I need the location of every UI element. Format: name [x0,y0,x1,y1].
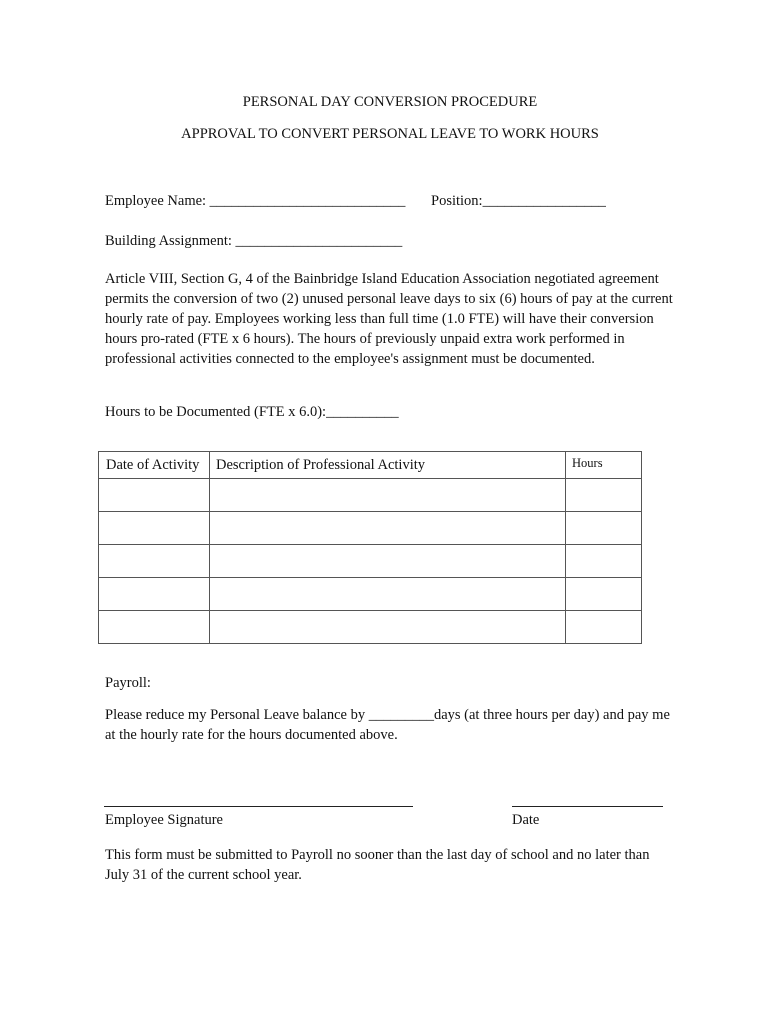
table-row [99,479,642,512]
payroll-label: Payroll: [105,675,151,691]
description-cell[interactable] [210,545,566,578]
hours-cell[interactable] [566,611,642,644]
date-cell[interactable] [99,512,210,545]
form-subtitle: APPROVAL TO CONVERT PERSONAL LEAVE TO WORK HOURS [181,126,599,142]
hours-cell[interactable] [566,512,642,545]
column-header-description: Description of Professional Activity [210,452,566,479]
form-title: PERSONAL DAY CONVERSION PROCEDURE [242,94,538,110]
date-cell[interactable] [99,479,210,512]
article-paragraph: Article VIII, Section G, 4 of the Bainbridge Island Education Association negotiated agreement permits the conversion of two (2) unused personal leave days to six (6) hours of pay at the current hourly rate of pay. Employees working less than full time (1.0 FTE) will have their conversion hours pro-rated (FTE x 6 hours). The hours of previously unpaid extra work performed in professional activities connected to the employee's assignment must be documented. [105,271,673,367]
hours-cell[interactable] [566,479,642,512]
table-row [99,512,642,545]
description-cell[interactable] [210,611,566,644]
payroll-instruction: Please reduce my Personal Leave balance by _________days (at three hours per day) and pay me at the hourly rate for the hours documented above. [105,707,670,743]
date-signature-line[interactable] [512,806,663,807]
table-row [99,611,642,644]
employee-signature-label: Employee Signature [105,812,223,828]
date-cell[interactable] [99,545,210,578]
column-header-date: Date of Activity [99,452,210,479]
date-cell[interactable] [99,611,210,644]
description-cell[interactable] [210,512,566,545]
activity-table [98,451,642,644]
table-header-row [99,452,642,479]
hours-cell[interactable] [566,578,642,611]
footer-note: This form must be submitted to Payroll no sooner than the last day of school and no later than July 31 of the current school year. [105,847,650,883]
table-row [99,545,642,578]
date-label: Date [512,812,540,828]
date-cell[interactable] [99,578,210,611]
column-header-hours: Hours [566,452,642,479]
employee-name-field[interactable]: Employee Name: ___________________________ [105,193,406,209]
hours-cell[interactable] [566,545,642,578]
employee-signature-line[interactable] [104,806,413,807]
position-field[interactable]: Position:_________________ [431,193,606,209]
building-assignment-field[interactable]: Building Assignment: _______________________ [105,233,403,249]
table-row [99,578,642,611]
description-cell[interactable] [210,479,566,512]
hours-documented-field[interactable]: Hours to be Documented (FTE x 6.0):__________ [105,404,399,420]
description-cell[interactable] [210,578,566,611]
